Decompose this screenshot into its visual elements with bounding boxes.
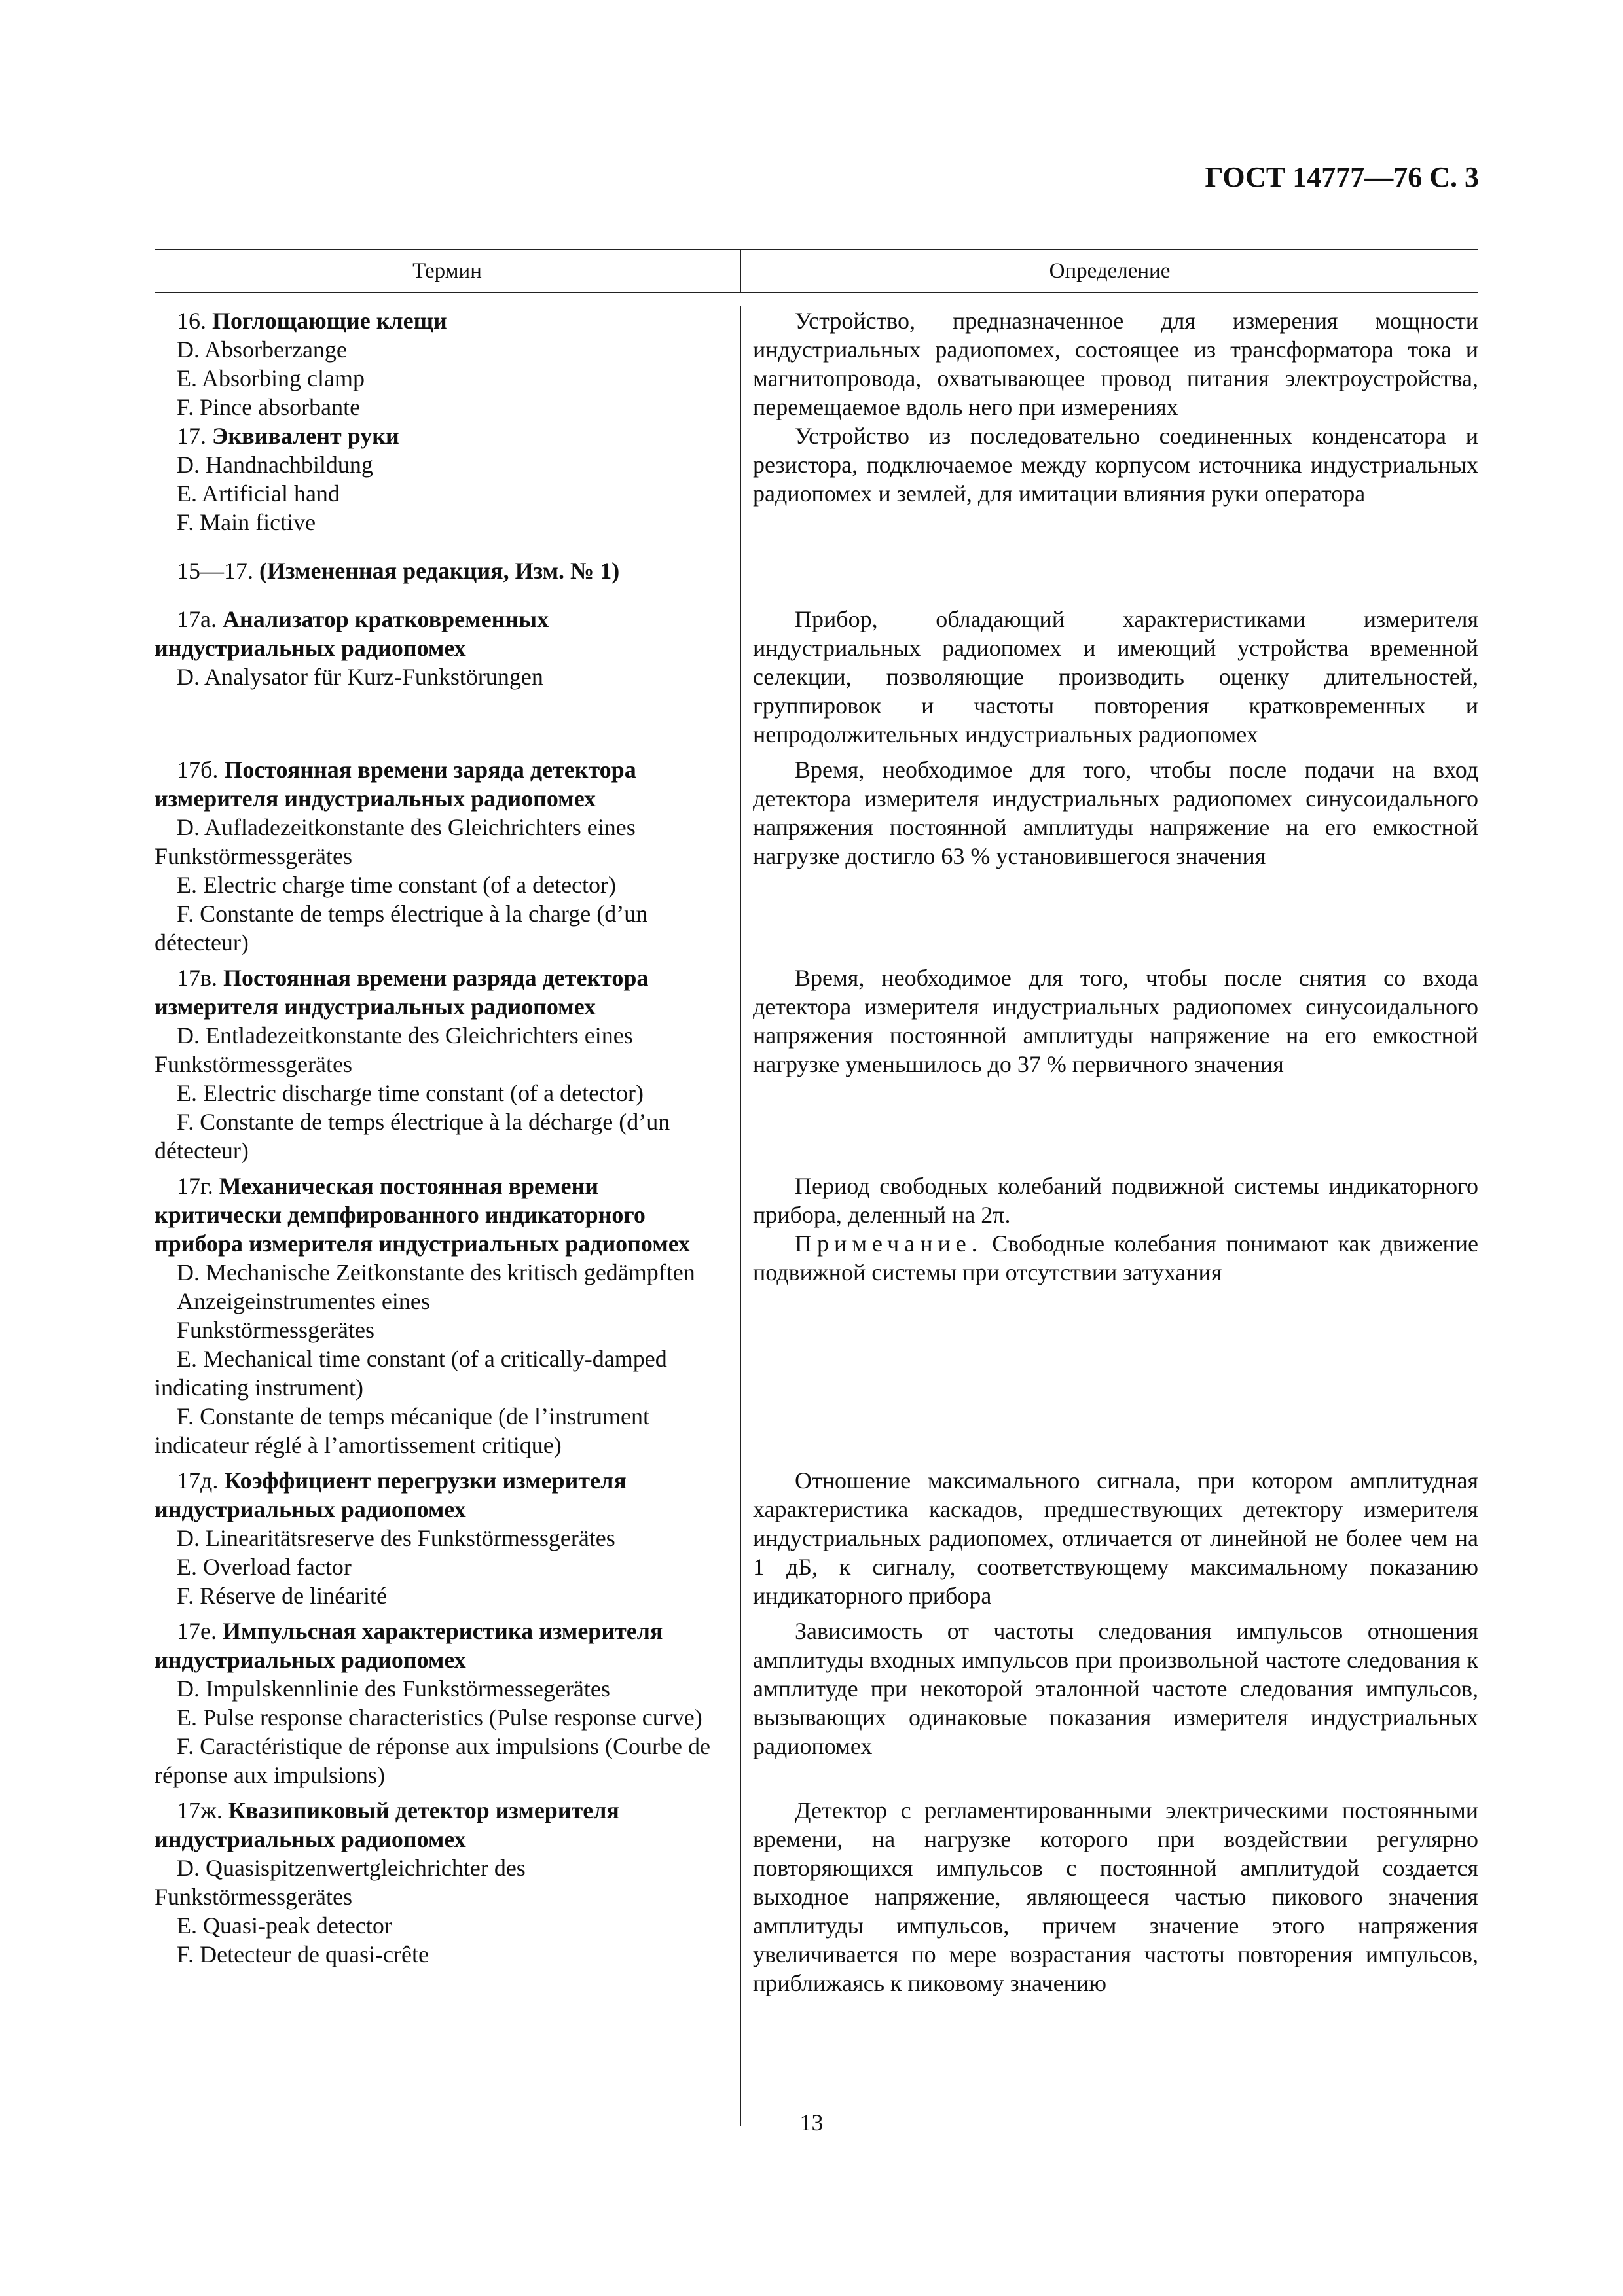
term-number: 17г.	[177, 1173, 213, 1199]
term-title: Импульсная характеристика измерителя индустриальных радиопомех	[155, 1618, 663, 1673]
term-cell	[155, 422, 740, 537]
term-cell	[155, 605, 740, 749]
term-number: 17а.	[177, 606, 217, 632]
term-title: Механическая постоянная времени критически демпфированного индикаторного прибора измерителя индустриальных радиопомех	[155, 1173, 691, 1257]
definition-text: Устройство, предназначенное для измерения мощности индустриальных радиопомех, состоящее из трансформатора тока и магнитопровода, охватывающее провод питания электроустройства, перемещаемое вдоль него при измерениях	[753, 308, 1478, 420]
definition-cell	[740, 1796, 1478, 1998]
term-cell	[155, 963, 740, 1165]
term-translation: F. Constante de temps électrique à la décharge (d’un détecteur)	[155, 1109, 670, 1164]
table-row	[155, 1796, 1478, 1998]
term-heading	[155, 605, 724, 662]
term-translation: E. Mechanical time constant (of a critically-damped indicating instrument)	[155, 1346, 667, 1401]
term-translation: Funkstörmessgerätes	[177, 1317, 374, 1343]
term-number: 16.	[177, 308, 206, 334]
definition-cell	[740, 422, 1478, 537]
term-translation: F. Main fictive	[177, 509, 316, 535]
term-number: 17.	[177, 423, 206, 449]
term-title: Постоянная времени заряда детектора измерителя индустриальных радиопомех	[155, 757, 636, 812]
table-row	[155, 1617, 1478, 1789]
table-row	[155, 422, 1478, 537]
term-number: 17д.	[177, 1467, 219, 1494]
term-translation: D. Absorberzange	[177, 336, 347, 363]
term-translation: D. Linearitätsreserve des Funkstörmessgerätes	[177, 1525, 615, 1551]
term-translation: E. Pulse response characteristics (Pulse response curve)	[177, 1704, 702, 1731]
term-cell	[155, 1617, 740, 1789]
term-cell	[155, 1172, 740, 1460]
definition-text: Устройство из последовательно соединенных конденсатора и резистора, подключаемое между корпусом источника индустриальных радиопомех и землей, для имитации влияния руки оператора	[753, 423, 1478, 507]
term-title: Анализатор кратковременных индустриальных радиопомех	[155, 606, 549, 661]
term-translation: F. Constante de temps électrique à la charge (d’un détecteur)	[155, 901, 648, 956]
term-translation: E. Electric discharge time constant (of a detector)	[177, 1080, 644, 1106]
definition-cell	[740, 1172, 1478, 1460]
term-translation: E. Quasi-peak detector	[177, 1912, 392, 1939]
term-cell	[155, 556, 740, 585]
term-heading	[155, 755, 724, 813]
term-number: 17б.	[177, 757, 219, 783]
definition-cell	[740, 755, 1478, 957]
note-text: Свободные колебания понимают как движение подвижной системы при отсутствии затухания	[753, 1230, 1479, 1285]
note-label: Примечание.	[795, 1230, 983, 1257]
definition-text: Период свободных колебаний подвижной системы индикаторного прибора, деленный на 2π.	[753, 1173, 1478, 1228]
term-title: Квазипиковый детектор измерителя индустриальных радиопомех	[155, 1797, 619, 1852]
table-row	[155, 605, 1478, 749]
page-header: ГОСТ 14777—76 С. 3	[1205, 161, 1479, 193]
term-translation: D. Analysator für Kurz-Funkstörungen	[177, 664, 543, 690]
term-translation: D. Impulskennlinie des Funkstörmessegerätes	[177, 1676, 610, 1702]
definition-cell	[740, 605, 1478, 749]
term-title: Эквивалент руки	[212, 423, 399, 449]
definition-text: Отношение максимального сигнала, при котором амплитудная характеристика каскадов, предшествующих детектору измерителя индустриальных радиопомех, отличается от линейной не более чем на 1 дБ, к сигналу, соответствующему максимальному показанию индикаторного прибора	[753, 1467, 1478, 1609]
term-translation: E. Overload factor	[177, 1554, 352, 1580]
definition-text: Зависимость от частоты следования импульсов отношения амплитуды входных импульсов при произвольной частоте следования к амплитуде при некоторой эталонной частоте следования импульсов, вызывающих одинаковые показания измерителя индустриальных радиопомех	[753, 1618, 1478, 1759]
term-cell	[155, 1466, 740, 1610]
table-header	[155, 249, 1478, 293]
term-translation: E. Electric charge time constant (of a detector)	[177, 872, 617, 898]
term-heading	[155, 1796, 724, 1854]
table-row	[155, 755, 1478, 957]
term-translation: F. Réserve de linéarité	[177, 1583, 387, 1609]
column-header-term: Термин	[155, 250, 741, 292]
term-cell	[155, 306, 740, 422]
column-header-definition: Определение	[1049, 259, 1171, 283]
term-heading	[155, 1466, 724, 1524]
table-body	[155, 306, 1478, 2126]
definition-cell	[740, 963, 1478, 1165]
page-number: 13	[799, 2109, 824, 2136]
table-row	[155, 1172, 1478, 1460]
term-translation: E. Absorbing clamp	[177, 365, 365, 391]
term-translation: F. Caractéristique de réponse aux impulsions (Courbe de réponse aux impulsions)	[155, 1733, 710, 1788]
term-heading	[155, 1172, 724, 1258]
definition-text: Прибор, обладающий характеристиками измерителя индустриальных радиопомех и имеющий устройства временной селекции, позволяющие производить оценку длительностей, группировок и частоты повторения кратковременных и непродолжительных индустриальных радиопомех	[753, 606, 1478, 747]
term-number: 17е.	[177, 1618, 217, 1644]
term-translation: D. Quasispitzenwertgleichrichter des Funkstörmessgerätes	[155, 1855, 526, 1910]
table-rows	[155, 306, 1478, 1998]
term-cell	[155, 1796, 740, 1998]
term-translation: F. Constante de temps mécanique (de l’instrument indicateur réglé à l’amortissement critique)	[155, 1403, 649, 1458]
term-translation: E. Artificial hand	[177, 480, 340, 507]
definition-cell	[740, 556, 1478, 585]
term-translation: F. Pince absorbante	[177, 394, 361, 420]
table-row	[155, 556, 1478, 585]
definition-cell	[740, 1466, 1478, 1610]
term-translation: D. Handnachbildung	[177, 452, 373, 478]
term-heading	[155, 556, 724, 585]
term-number: 17в.	[177, 965, 217, 991]
table-row	[155, 1466, 1478, 1610]
term-translation: D. Mechanische Zeitkonstante des kritisch gedämpften	[177, 1259, 695, 1285]
definition-cell	[740, 1617, 1478, 1789]
table-row	[155, 306, 1478, 422]
terms-table	[155, 249, 1478, 2126]
term-number: 15—17.	[177, 558, 253, 584]
term-title: Поглощающие клещи	[212, 308, 447, 334]
term-cell	[155, 755, 740, 957]
term-title: Коэффициент перегрузки измерителя индустриальных радиопомех	[155, 1467, 627, 1522]
term-number: 17ж.	[177, 1797, 223, 1823]
term-heading	[155, 1617, 724, 1674]
definition-note	[753, 1229, 1478, 1287]
term-heading	[155, 963, 724, 1021]
term-heading	[155, 422, 724, 450]
term-heading	[155, 306, 724, 335]
term-translation: D. Aufladezeitkonstante des Gleichrichters eines Funkstörmessgerätes	[155, 814, 636, 869]
term-translation: D. Entladezeitkonstante des Gleichrichters eines Funkstörmessgerätes	[155, 1022, 633, 1077]
term-translation: Anzeigeinstrumentes eines	[177, 1288, 430, 1314]
table-row	[155, 963, 1478, 1165]
definition-text: Время, необходимое для того, чтобы после снятия со входа детектора измерителя индустриальных радиопомех синусоидального напряжения постоянной амплитуды напряжение на его емкостной нагрузке уменьшилось до 37 % первичного значения	[753, 965, 1478, 1077]
term-title: (Измененная редакция, Изм. № 1)	[259, 558, 620, 584]
definition-cell	[740, 306, 1478, 422]
term-translation: F. Detecteur de quasi-crête	[177, 1941, 429, 1967]
definition-text: Детектор с регламентированными электрическими постоянными времени, на нагрузке которого при воздействии регулярно повторяющихся импульсов с постоянной амплитудой создается выходное напряжение, являющееся частью пикового значения амплитуды импульсов, причем значение этого напряжения увеличивается по мере возрастания частоты повторения импульсов, приближаясь к пиковому значению	[753, 1797, 1478, 1996]
term-title: Постоянная времени разряда детектора измерителя индустриальных радиопомех	[155, 965, 649, 1020]
definition-text: Время, необходимое для того, чтобы после подачи на вход детектора измерителя индустриальных радиопомех синусоидального напряжения постоянной амплитуды напряжение на его емкостной нагрузке достигло 63 % установившегося значения	[753, 757, 1478, 869]
column-divider	[740, 306, 741, 2126]
